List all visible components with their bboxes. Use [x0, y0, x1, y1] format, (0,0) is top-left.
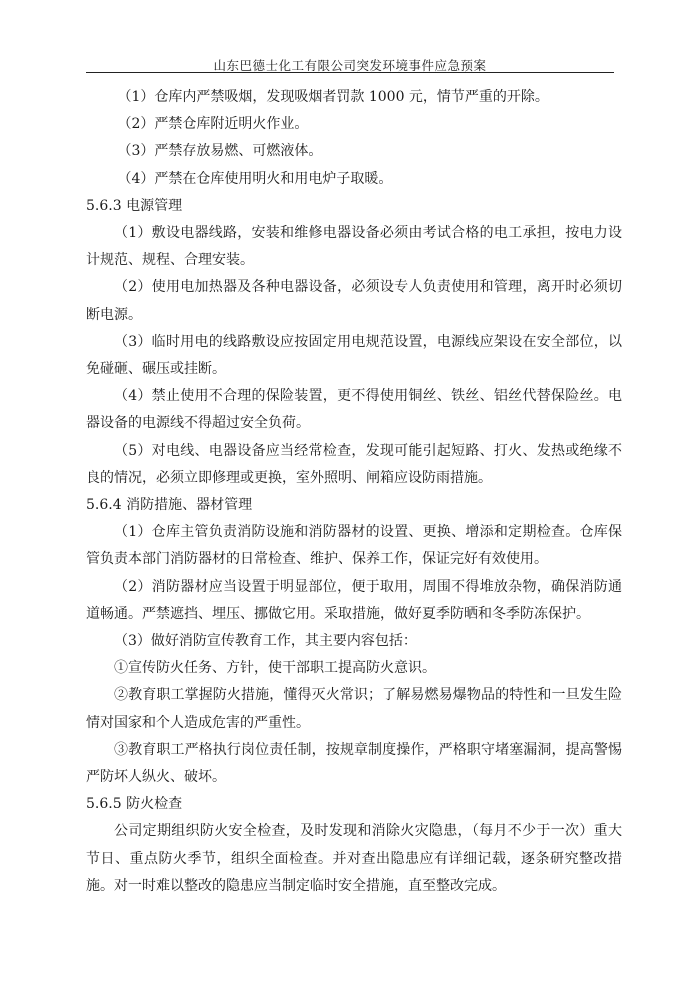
paragraph-power-rule-5: （5）对电线、电器设备应当经常检查，发现可能引起短路、打火、发热或绝缘不良的情况，必须立即修理或更换，室外照明、闸箱应设防雨措施。: [86, 442, 622, 486]
paragraph-fire-equipment-3: （3）做好消防宣传教育工作，其主要内容包括：: [114, 633, 417, 650]
paragraph-warehouse-rule-1: （1）仓库内严禁吸烟，发现吸烟者罚款 1000 元，情节严重的开除。: [117, 89, 549, 105]
paragraph-warehouse-rule-3: （3）严禁存放易燃、可燃液体。: [117, 143, 323, 160]
paragraph-fire-inspection: 公司定期组织防火安全检查，及时发现和消除火灾隐患，（每月不少于一次）重大节日、重点防火季节，组织全面检查。并对查出隐患应有详细记载，逐条研究整改措施。对一时难以整改的隐患应当制定临时安全措施，直至整改完成。: [86, 823, 622, 894]
paragraph-education-item-1: ①宣传防火任务、方针，使干部职工提高防火意识。: [114, 660, 436, 677]
paragraph-fire-equipment-1: （1）仓库主管负责消防设施和消防器材的设置、更换、增添和定期检查。仓库保管负责本部门消防器材的日常检查、维护、保养工作，保证完好有效使用。: [86, 524, 622, 568]
paragraph-education-item-3: ③教育职工严格执行岗位责任制，按规章制度操作，严格职守堵塞漏洞，提高警惕严防坏人纵火、破坏。: [86, 741, 622, 786]
section-heading-5-6-5: 5.6.5 防火检查: [86, 796, 183, 813]
paragraph-power-rule-2: （2）使用电加热器及各种电器设备，必须设专人负责使用和管理，离开时必须切断电源。: [86, 279, 622, 323]
document-header-title: 山东巴德士化工有限公司突发环境事件应急预案: [213, 58, 487, 73]
section-heading-5-6-3: 5.6.3 电源管理: [86, 197, 183, 214]
paragraph-education-item-2: ②教育职工掌握防火措施，懂得灭火常识；了解易燃易爆物品的特性和一旦发生险情对国家和个人造成危害的严重性。: [86, 687, 622, 731]
section-heading-5-6-4: 5.6.4 消防措施、器材管理: [86, 497, 253, 514]
paragraph-warehouse-rule-2: （2）严禁仓库附近明火作业。: [117, 116, 309, 133]
header-divider: [86, 72, 614, 73]
paragraph-warehouse-rule-4: （4）严禁在仓库使用明火和用电炉子取暖。: [117, 170, 393, 187]
paragraph-power-rule-1: （1）敷设电器线路，安装和维修电器设备必须由考试合格的电工承担，按电力设计规范、规程、合理安装。: [86, 225, 622, 269]
paragraph-power-rule-4: （4）禁止使用不合理的保险装置，更不得使用铜丝、铁丝、铝丝代替保险丝。电器设备的电源线不得超过安全负荷。: [86, 388, 622, 432]
paragraph-power-rule-3: （3）临时用电的线路敷设应按固定用电规范设置，电源线应架设在安全部位，以免碰砸、碾压或挂断。: [86, 333, 622, 378]
paragraph-fire-equipment-2: （2）消防器材应当设置于明显部位，便于取用，周围不得堆放杂物，确保消防通道畅通。严禁遮挡、埋压、挪做它用。采取措施，做好夏季防晒和冬季防冻保护。: [86, 578, 622, 622]
document-body: [86, 84, 622, 900]
